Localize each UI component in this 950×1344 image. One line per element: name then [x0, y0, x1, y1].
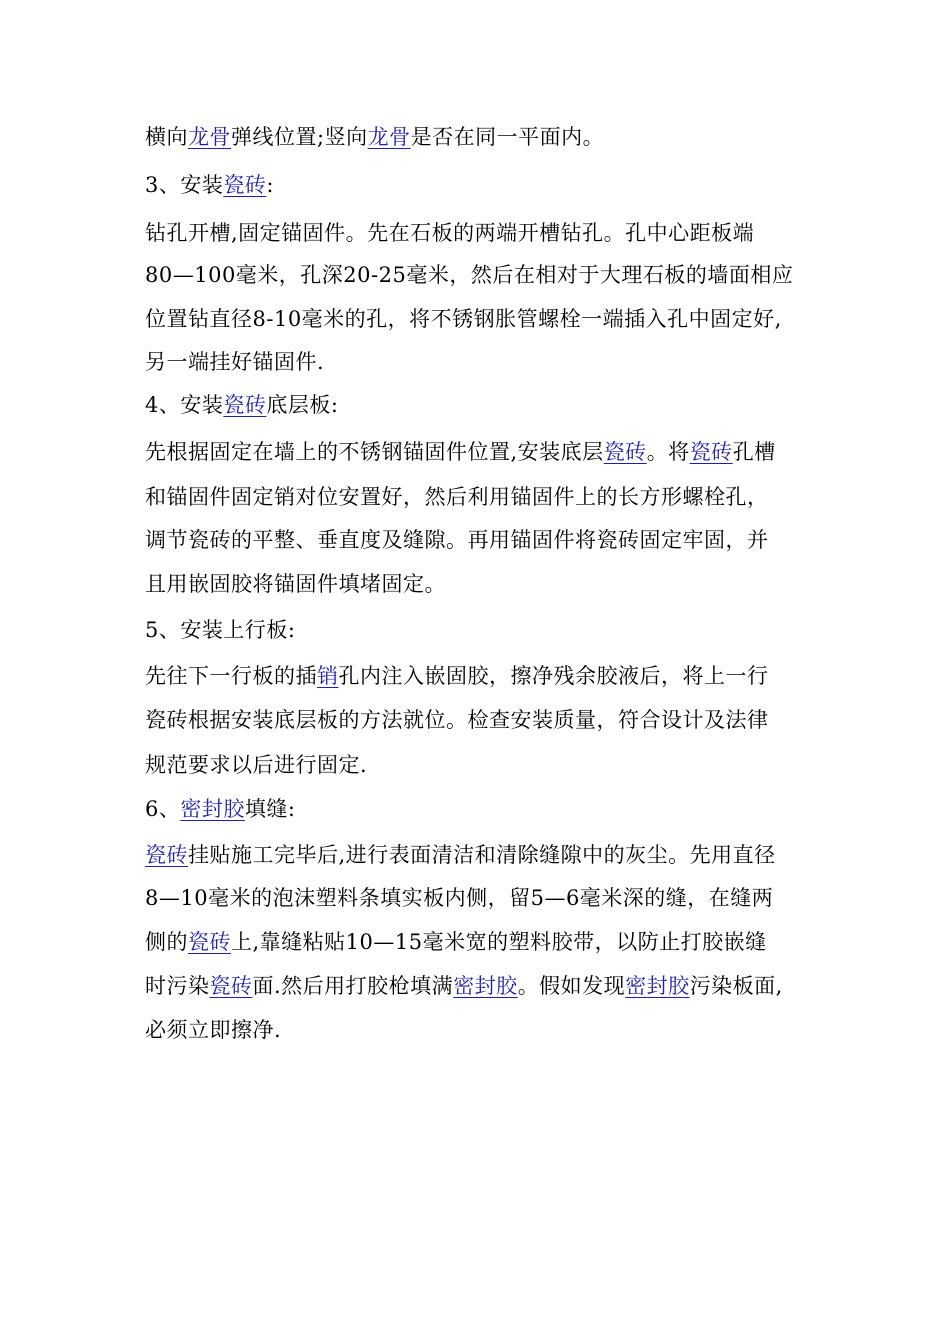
text-line [145, 1010, 281, 1050]
text-segment: 6、 [145, 797, 181, 821]
text-segment: 瓷砖根据安装底层板的方法就位。检查安装质量，符合设计及法律 [145, 708, 769, 732]
text-line [145, 745, 367, 785]
text-segment: 填缝: [244, 797, 296, 821]
hyperlink[interactable]: 龙骨 [188, 125, 231, 149]
text-segment: 侧的 [145, 930, 188, 954]
hyperlink[interactable]: 瓷砖 [603, 440, 647, 464]
hyperlink[interactable]: 瓷砖 [689, 440, 733, 464]
text-line [145, 213, 754, 253]
text-segment: 必须立即擦净. [145, 1018, 282, 1042]
text-line [145, 385, 338, 425]
text-segment: 位置钻直径8-10毫米的孔，将不锈钢胀管螺栓一端插入孔中固定好, [145, 307, 782, 331]
text-segment: 调节瓷砖的平整、垂直度及缝隙。再用锚固件将瓷砖固定牢固，并 [145, 528, 769, 552]
text-line [145, 922, 767, 962]
text-segment: 。将 [646, 440, 690, 464]
text-line [145, 878, 773, 918]
text-segment: : [266, 173, 274, 197]
text-segment: 和锚固件固定销对位安置好，然后利用锚固件上的长方形螺栓孔， [145, 485, 769, 509]
text-segment: 挂贴施工完毕后,进行表面清洁和清除缝隙中的灰尘。先用直径 [188, 843, 776, 867]
text-line [145, 966, 783, 1006]
hyperlink[interactable]: 销 [317, 664, 339, 688]
text-segment: 另一端挂好锚固件. [145, 350, 325, 374]
text-segment: 底层板: [266, 393, 339, 417]
text-line [145, 610, 295, 650]
text-segment: 4、安装 [145, 393, 224, 417]
text-line [145, 342, 324, 382]
text-segment: 。假如发现 [517, 974, 626, 998]
hyperlink[interactable]: 龙骨 [367, 125, 411, 149]
text-segment: 时污染 [145, 974, 210, 998]
hyperlink[interactable]: 瓷砖 [223, 173, 267, 197]
text-segment: 3、安装 [145, 173, 224, 197]
text-line [145, 520, 769, 560]
hyperlink[interactable]: 瓷砖 [188, 930, 231, 954]
hyperlink[interactable]: 瓷砖 [145, 843, 188, 867]
text-line [145, 789, 295, 829]
hyperlink[interactable]: 密封胶 [625, 974, 690, 998]
hyperlink[interactable]: 瓷砖 [223, 393, 267, 417]
text-segment: 规范要求以后进行固定. [145, 753, 368, 777]
text-segment: 8—10毫米的泡沫塑料条填实板内侧，留5—6毫米深的缝，在缝两 [145, 886, 774, 910]
text-segment: 是否在同一平面内。 [410, 125, 605, 149]
text-segment: 先根据固定在墙上的不锈钢锚固件位置,安装底层 [145, 440, 604, 464]
hyperlink[interactable]: 密封胶 [453, 974, 518, 998]
text-segment: 孔槽 [732, 440, 776, 464]
hyperlink[interactable]: 密封胶 [180, 797, 245, 821]
text-segment: 横向 [145, 125, 188, 149]
text-segment: 钻孔开槽,固定锚固件。先在石板的两端开槽钻孔。孔中心距板端 [145, 221, 755, 245]
hyperlink[interactable]: 瓷砖 [209, 974, 253, 998]
text-line [145, 564, 446, 604]
text-segment: 污染板面, [689, 974, 783, 998]
text-line [145, 299, 782, 339]
text-segment: 80—100毫米，孔深20-25毫米，然后在相对于大理石板的墙面相应 [145, 263, 794, 287]
text-segment: 弹线位置;竖向 [231, 125, 368, 149]
text-segment: 面.然后用打胶枪填满 [252, 974, 454, 998]
text-line [145, 700, 769, 740]
text-line [145, 117, 604, 157]
text-line [145, 835, 776, 875]
text-line [145, 656, 769, 696]
text-segment: 上,靠缝粘贴10—15毫米宽的塑料胶带，以防止打胶嵌缝 [231, 930, 767, 954]
text-line [145, 165, 274, 205]
text-segment: 先往下一行板的插 [145, 664, 317, 688]
text-line [145, 477, 769, 517]
text-segment: 孔内注入嵌固胶，擦净残余胶液后，将上一行 [338, 664, 769, 688]
text-segment: 且用嵌固胶将锚固件填堵固定。 [145, 572, 446, 596]
text-line [145, 432, 776, 472]
text-segment: 5、安装上行板: [145, 618, 296, 642]
text-line [145, 255, 793, 295]
